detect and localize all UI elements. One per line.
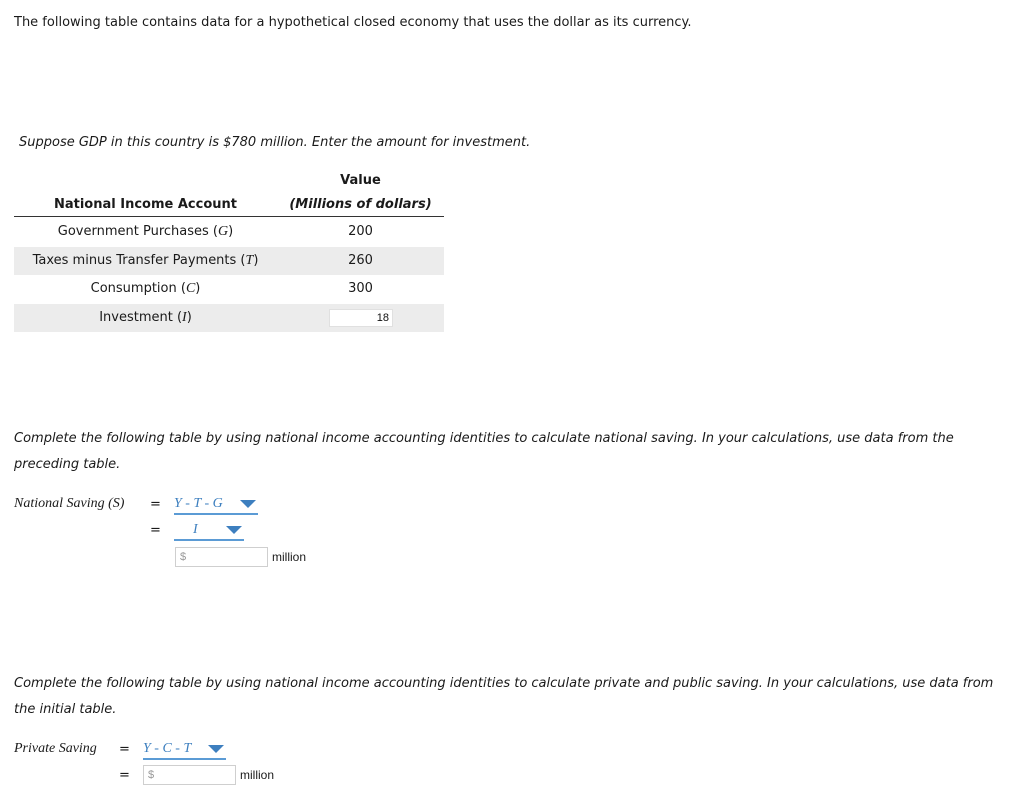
dropdown-value: Y - T - G	[174, 496, 223, 511]
private-saving-label: Private Saving	[14, 741, 97, 756]
dropdown-value: I	[193, 522, 198, 537]
question-2-line1: Complete the following table by using national income accounting identities to calculate national saving. In your calculations, use data from the	[14, 431, 954, 446]
row-value: 260	[348, 253, 373, 268]
equals-sign: =	[150, 523, 161, 538]
question-3-line1: Complete the following table by using national income accounting identities to calculate private and public saving. In your calculations, use data from	[14, 676, 994, 691]
equals-sign: =	[119, 742, 130, 757]
national-saving-formula-dropdown[interactable]	[174, 495, 258, 515]
chevron-down-icon	[208, 745, 224, 753]
equals-sign: =	[119, 768, 130, 783]
table-row	[14, 275, 444, 303]
table-row	[14, 247, 444, 275]
row-label: Taxes minus Transfer Payments (T)	[32, 253, 259, 268]
account-header: National Income Account	[53, 197, 237, 212]
table-row	[14, 304, 444, 332]
row-label: Government Purchases (G)	[57, 224, 234, 239]
value-header: Value	[340, 173, 381, 188]
question-2-line2: preceding table.	[14, 457, 121, 472]
equals-sign: =	[150, 497, 161, 512]
investment-input[interactable]: 18	[329, 309, 393, 327]
units-header: (Millions of dollars)	[289, 197, 432, 212]
chevron-down-icon	[240, 500, 256, 508]
row-value: 300	[348, 281, 373, 296]
chevron-down-icon	[226, 526, 242, 534]
unit-label: million	[240, 768, 275, 782]
private-saving-formula-dropdown[interactable]	[143, 740, 226, 760]
table-row	[14, 218, 444, 246]
income-table	[14, 170, 444, 335]
private-saving-amount-input[interactable]: $	[143, 765, 236, 785]
dropdown-value: Y - C - T	[143, 741, 192, 756]
row-label: Consumption (C)	[90, 281, 201, 296]
national-saving-label: National Saving (S)	[14, 496, 125, 511]
intro-text: The following table contains data for a hypothetical closed economy that uses the dollar as its currency.	[14, 15, 692, 30]
question-3-line2: the initial table.	[14, 702, 117, 717]
row-value: 200	[348, 224, 373, 239]
question-1: Suppose GDP in this country is $780 million. Enter the amount for investment.	[19, 135, 531, 150]
national-saving-equals-dropdown[interactable]	[174, 521, 244, 541]
header-divider	[14, 216, 444, 217]
unit-label: million	[272, 550, 307, 564]
row-label: Investment (I)	[99, 310, 192, 325]
national-saving-amount-input[interactable]: $	[175, 547, 268, 567]
